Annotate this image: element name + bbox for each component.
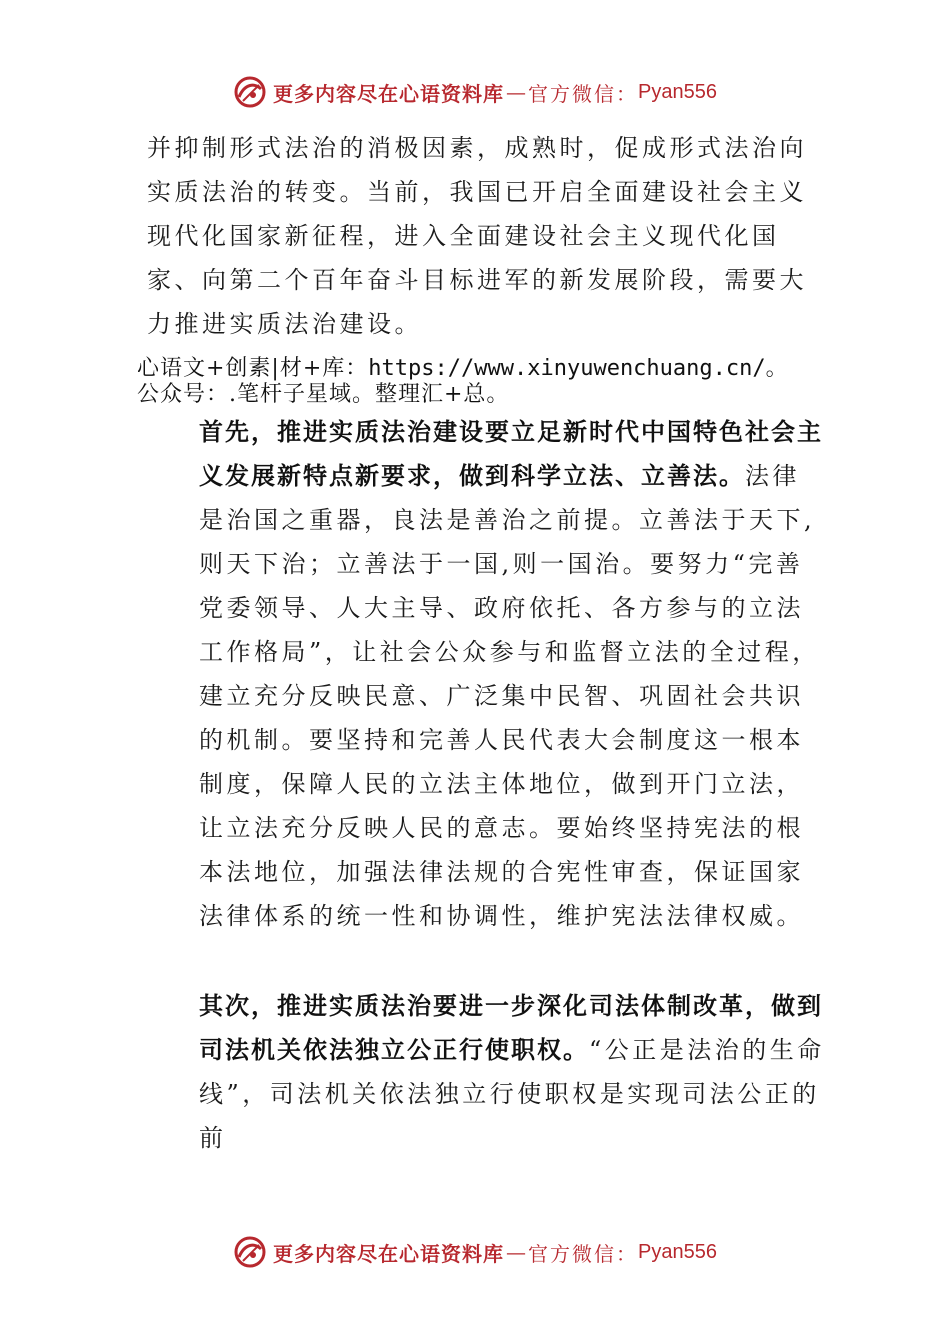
footer-wechat-label: 官方微信： [528, 1241, 639, 1266]
xinyu-logo-icon [233, 75, 267, 109]
footer-banner-dash: — [506, 1240, 527, 1264]
paragraph-3 [147, 984, 827, 1160]
inserted-note-prefix: 心语文+创素|材+库： [137, 356, 369, 381]
footer-banner-text: 更多内容尽在心语资料库 [273, 1241, 505, 1266]
paragraph-3-text [147, 984, 827, 1160]
paragraph-2-body: 法律是治国之重器，良法是善治之前提。立善法于天下,则天下治；立善法于一国,则一国治。要努力“完善党委领导、人大主导、政府依托、各方参与的立法工作格局”，让社会公众参与和监督立法的全过程，建立充分反映民意、广泛集中民智、巩固社会共识的机制。要坚持和完善人民代表大会制度这一根本制度，保障人民的立法主体地位，做到开门立法，让立法充分反映人民的意志。要始终坚持宪法的根本法地位，加强法律法规的合宪性审查，保证国家法律体系的统一性和协调性，维护宪法法律权威。 [199, 462, 820, 930]
header-wechat-label: 官方微信： [528, 81, 639, 106]
header-banner [0, 72, 950, 112]
inserted-note [137, 356, 837, 408]
inserted-note-line-2: 公众号：.笔杆子星域。整理汇+总。 [137, 382, 510, 407]
footer-wechat-id: Pyan556 [638, 1240, 717, 1263]
header-wechat-id: Pyan556 [638, 80, 717, 103]
paragraph-2 [147, 410, 827, 938]
xinyu-logo-icon [233, 1235, 267, 1269]
paragraph-2-heading: 首先，推进实质法治建设要立足新时代中国特色社会主义发展新特点新要求，做到科学立法、立善法。 [199, 418, 823, 490]
header-banner-text: 更多内容尽在心语资料库 [273, 81, 505, 106]
paragraph-1 [147, 126, 827, 346]
footer-banner [0, 1232, 950, 1272]
inserted-note-line-1 [137, 356, 837, 382]
paragraph-3-heading: 其次，推进实质法治要进一步深化司法体制改革，做到司法机关依法独立公正行使职权。 [199, 992, 823, 1064]
paragraph-3-body: “公正是法治的生命线”，司法机关依法独立行使职权是实现司法公正的前 [199, 1036, 825, 1152]
paragraph-2-text [147, 410, 827, 938]
inserted-note-url: https://www.xinyuwenchuang.cn/。 [368, 356, 788, 381]
paragraph-1-text: 并抑制形式法治的消极因素，成熟时，促成形式法治向实质法治的转变。当前，我国已开启全面建设社会主义现代化国家新征程，进入全面建设社会主义现代化国家、向第二个百年奋斗目标进军的新发展阶段，需要大力推进实质法治建设。 [147, 134, 807, 338]
header-banner-dash: — [506, 80, 527, 104]
